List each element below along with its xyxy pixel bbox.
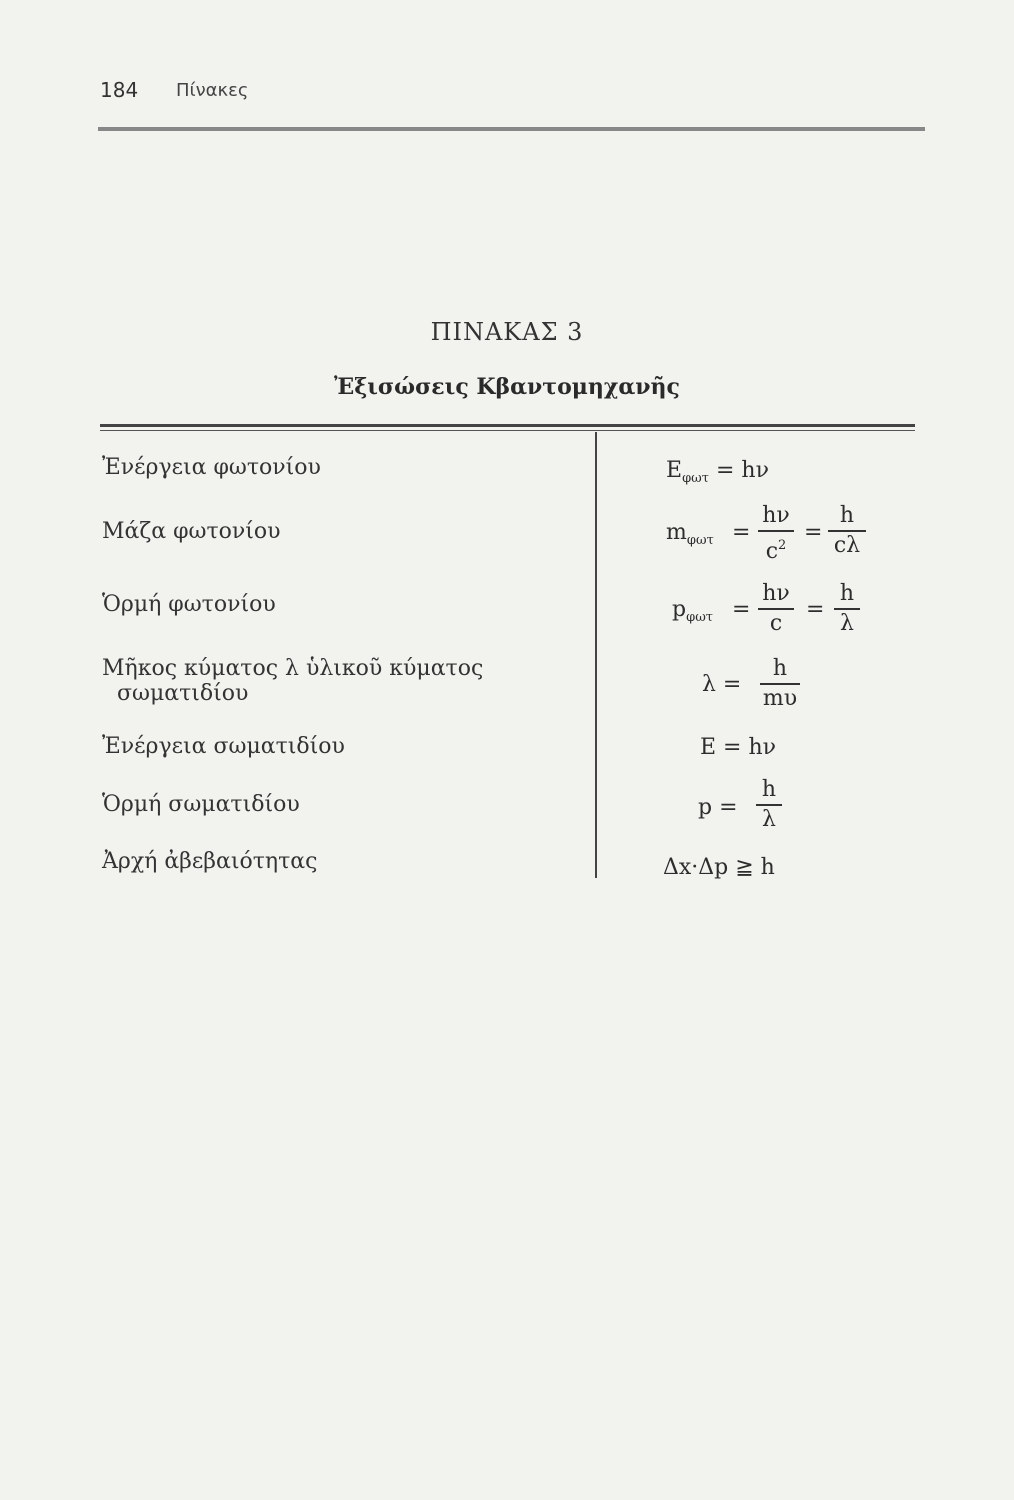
formula-photon-energy [666, 458, 769, 486]
table-top-rule [100, 424, 915, 427]
formula-lhs: p [672, 597, 687, 622]
fraction-bar [828, 530, 866, 532]
formula-particle-momentum: p = [698, 795, 738, 820]
formula-rhs: = hν [715, 458, 769, 483]
numerator: h [772, 656, 788, 681]
formula-subscript: φωτ [686, 610, 713, 625]
table-top-rule-thin [100, 430, 915, 431]
denominator: λ [840, 611, 854, 636]
fraction-bar [756, 804, 782, 806]
denominator: λ [762, 807, 776, 832]
fraction-h-over-lambda [834, 582, 860, 636]
header-rule [98, 127, 925, 131]
formula-equals: = [732, 520, 751, 545]
table-number: ΠΙΝΑΚΑΣ 3 [430, 318, 584, 346]
denominator: mυ [762, 686, 798, 711]
numerator: h [839, 581, 855, 606]
formula-photon-momentum [672, 597, 713, 625]
fraction-h-over-c-lambda [828, 504, 866, 558]
fraction-hv-over-c2 [758, 504, 794, 564]
page-number: 184 [100, 78, 139, 102]
denominator: $c^2$ [765, 538, 787, 564]
denominator: c [769, 611, 783, 636]
formula-particle-energy: E = hν [700, 735, 777, 760]
column-divider [595, 432, 597, 878]
numerator: h [761, 777, 777, 802]
numerator: h [839, 503, 855, 528]
row-label-particle-energy: Ἐνέργεια σωματιδίου [102, 734, 345, 759]
fraction-h-over-mv [760, 657, 800, 711]
row-label-photon-mass: Μάζα φωτονίου [102, 519, 281, 544]
formula-equals: = [732, 597, 751, 622]
row-label-photon-energy: Ἐνέργεια φωτονίου [102, 455, 321, 480]
formula-subscript: φωτ [686, 533, 714, 548]
fraction-hv-over-c [758, 582, 794, 636]
numerator: hν [762, 503, 790, 528]
fraction-h-over-lambda [756, 778, 782, 832]
row-label-wavelength-cont: σωματιδίου [117, 681, 249, 706]
formula-uncertainty: Δx·Δp ≧ h [663, 855, 775, 880]
table-title: Ἐξισώσεις Κβαντομηχανῆς [334, 374, 680, 400]
formula-subscript: φωτ [682, 471, 709, 486]
fraction-bar [758, 608, 794, 610]
formula-equals: = [806, 597, 825, 622]
fraction-bar [834, 608, 860, 610]
formula-lhs: E [666, 458, 683, 483]
denominator: cλ [833, 533, 861, 558]
formula-equals: = [804, 520, 823, 545]
numerator: hν [762, 581, 790, 606]
running-header-title: Πίνακες [176, 80, 249, 101]
fraction-bar [760, 683, 800, 685]
row-label-photon-momentum: Ὁρμή φωτονίου [102, 592, 276, 617]
row-label-wavelength: Μῆκος κύματος λ ὑλικοῦ κύματος [102, 656, 484, 681]
row-label-uncertainty: Ἀρχή ἀβεβαιότητας [102, 849, 318, 874]
formula-wavelength: λ = [702, 672, 742, 697]
row-label-particle-momentum: Ὁρμή σωματιδίου [102, 792, 300, 817]
formula-photon-mass [666, 520, 714, 548]
formula-lhs: m [666, 520, 687, 545]
fraction-bar [758, 530, 794, 532]
